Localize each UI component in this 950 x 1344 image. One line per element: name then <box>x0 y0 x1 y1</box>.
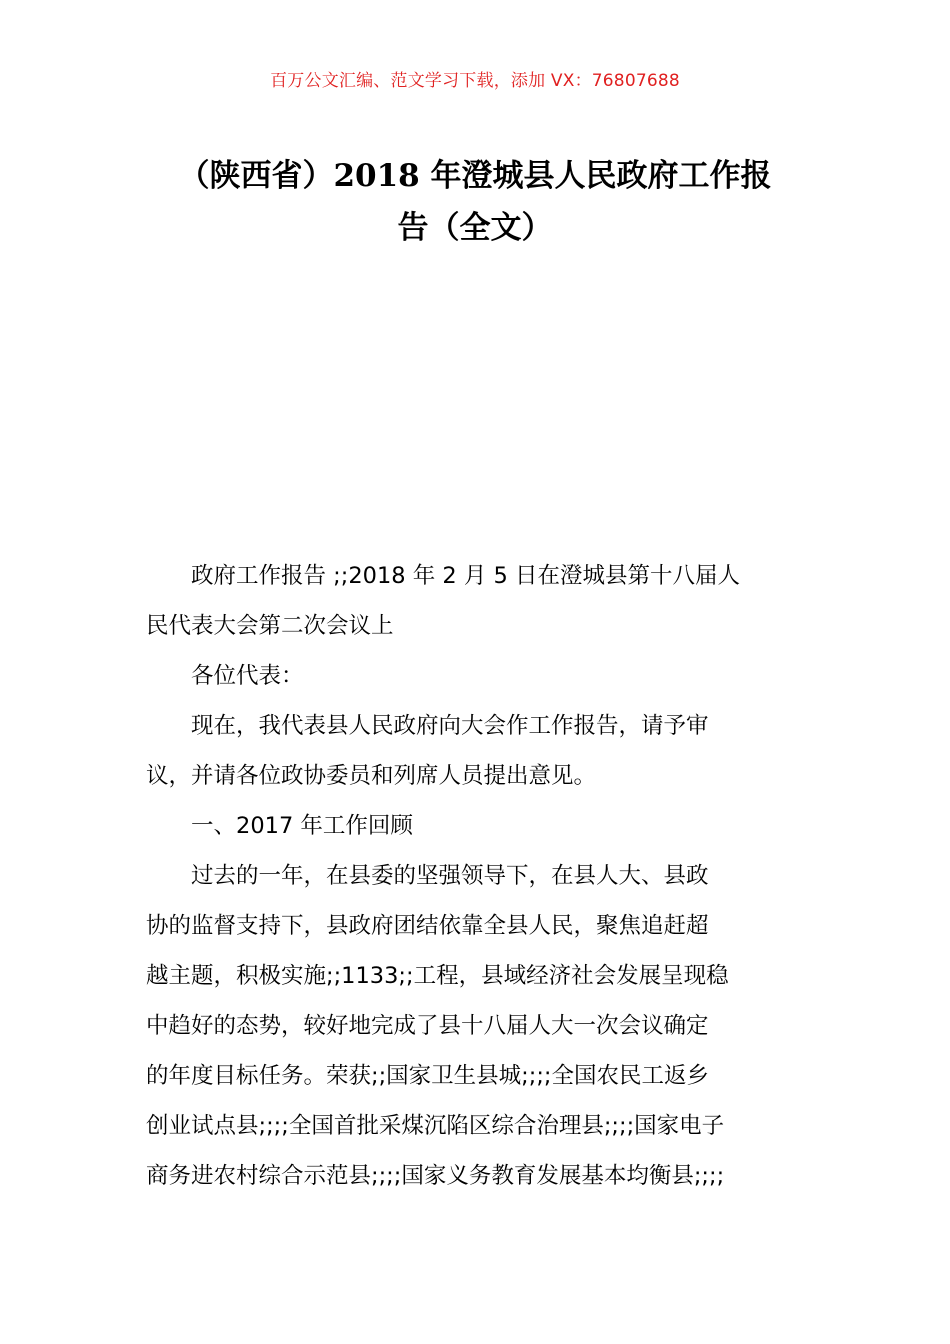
document-title <box>140 150 810 254</box>
paragraph-salutation <box>146 651 806 701</box>
title-line-1: （陕西省）2018 年澄城县人民政府工作报 <box>178 158 772 194</box>
text-line: 各位代表： <box>191 663 304 689</box>
text-line: 现在，我代表县人民政府向大会作工作报告，请予审 <box>191 713 709 739</box>
paragraph-intro <box>146 701 806 801</box>
paragraph-review <box>146 851 806 1201</box>
paragraph-report-heading <box>146 551 806 651</box>
header-promo-note: 百万公文汇编、范文学习下载，添加 VX：76807688 <box>270 71 680 91</box>
text-line: 议，并请各位政协委员和列席人员提出意见。 <box>146 763 597 789</box>
text-line: 越主题，积极实施;;1133;;工程，县域经济社会发展呈现稳 <box>146 963 729 989</box>
text-line: 民代表大会第二次会议上 <box>146 613 394 639</box>
text-line: 商务进农村综合示范县;;;;国家义务教育发展基本均衡县;;;; <box>146 1163 725 1189</box>
text-line: 的年度目标任务。荣获;;国家卫生县城;;;;全国农民工返乡 <box>146 1063 709 1089</box>
text-line: 创业试点县;;;;全国首批采煤沉陷区综合治理县;;;;国家电子 <box>146 1113 725 1139</box>
document-body <box>146 551 806 1201</box>
text-line: 过去的一年，在县委的坚强领导下，在县人大、县政 <box>191 863 709 889</box>
text-line: 政府工作报告 ;;2018 年 2 月 5 日在澄城县第十八届人 <box>191 563 740 589</box>
text-line: 一、2017 年工作回顾 <box>191 813 413 839</box>
section-heading-review <box>146 801 806 851</box>
title-line-2: 告（全文） <box>397 210 553 246</box>
text-line: 协的监督支持下，县政府团结依靠全县人民，聚焦追赶超 <box>146 913 709 939</box>
text-line: 中趋好的态势，较好地完成了县十八届人大一次会议确定 <box>146 1013 709 1039</box>
